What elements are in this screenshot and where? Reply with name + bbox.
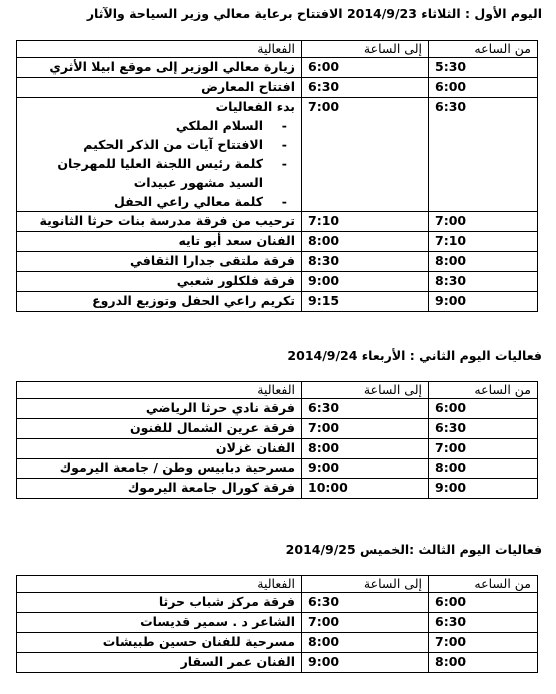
to-cell: 8:00 [302, 232, 429, 252]
activity-cell: فرقة نادي حرثا الرياضي [17, 399, 302, 419]
from-cell: 8:00 [429, 459, 538, 479]
table-row [17, 272, 538, 292]
table-row [17, 439, 538, 459]
from-cell: 8:00 [429, 653, 538, 673]
from-cell: 6:00 [429, 593, 538, 613]
activity-cell: فرقة كورال جامعة اليرموك [17, 479, 302, 499]
to-cell: 8:30 [302, 252, 429, 272]
activity-cell: زيارة معالي الوزير إلى موقع ابيلا الأثري [17, 58, 302, 78]
table-row [17, 212, 538, 232]
to-cell: 7:00 [302, 419, 429, 439]
activity-cell: تكريم راعي الحفل وتوزيع الدروع [17, 292, 302, 312]
activity-cell: مسرحية دبابيس وطن / جامعة اليرموك [17, 459, 302, 479]
activity-header: الفعالية [17, 382, 302, 399]
to-cell: 6:30 [302, 399, 429, 419]
activity-heading: بدء الفعاليات [215, 99, 295, 114]
table-row [17, 633, 538, 653]
activity-cell: الفنان سعد أبو تايه [17, 232, 302, 252]
table-row [17, 479, 538, 499]
to-cell: 8:00 [302, 439, 429, 459]
to-cell: 9:00 [302, 272, 429, 292]
to-header: إلى الساعة [302, 576, 429, 593]
table-header-row [17, 576, 538, 593]
to-cell: 6:00 [302, 58, 429, 78]
to-cell: 8:00 [302, 633, 429, 653]
to-cell: 6:30 [302, 593, 429, 613]
to-cell: 9:00 [302, 459, 429, 479]
day3-schedule-table [16, 575, 538, 673]
from-header: من الساعه [429, 576, 538, 593]
to-cell: 9:15 [302, 292, 429, 312]
to-cell: 7:10 [302, 212, 429, 232]
from-cell: 7:00 [429, 212, 538, 232]
from-cell: 5:30 [429, 58, 538, 78]
table-row [17, 232, 538, 252]
table-header-row [17, 382, 538, 399]
activity-cell: فرقة عرين الشمال للفنون [17, 419, 302, 439]
activity-header: الفعالية [17, 576, 302, 593]
to-header: إلى الساعة [302, 41, 429, 58]
table-row [17, 399, 538, 419]
to-header: إلى الساعة [302, 382, 429, 399]
from-cell: 8:00 [429, 252, 538, 272]
from-cell: 7:10 [429, 232, 538, 252]
activity-cell: فرقة مركز شباب حرثا [17, 593, 302, 613]
table-row [17, 58, 538, 78]
to-cell: 10:00 [302, 479, 429, 499]
activity-header: الفعالية [17, 41, 302, 58]
activity-cell: فرقة ملتقى جدارا الثقافي [17, 252, 302, 272]
from-header: من الساعه [429, 41, 538, 58]
activity-cell [17, 98, 302, 212]
table-row [17, 459, 538, 479]
from-header: من الساعه [429, 382, 538, 399]
to-cell: 9:00 [302, 653, 429, 673]
activity-cell: الشاعر د . سمير قديسات [17, 613, 302, 633]
from-cell: 6:30 [429, 419, 538, 439]
activity-cell: ترحيب من فرقة مدرسة بنات حرثا الثانوية [17, 212, 302, 232]
from-cell: 8:30 [429, 272, 538, 292]
activity-cell: فرقة فلكلور شعبي [17, 272, 302, 292]
from-cell: 6:30 [429, 98, 538, 212]
day1-title: اليوم الأول : الثلاثاء 2014/9/23 الافتتاح برعاية معالي وزير السياحة والآثار [86, 6, 542, 21]
table-row [17, 653, 538, 673]
day1-schedule-table [16, 40, 538, 312]
list-item: - كلمة رئيس اللجنة العليا للمهرجان السيد مشهور عبيدات [23, 154, 263, 192]
from-cell: 6:00 [429, 399, 538, 419]
table-row [17, 252, 538, 272]
table-row [17, 98, 538, 212]
to-cell: 6:30 [302, 78, 429, 98]
activity-cell: افتتاح المعارض [17, 78, 302, 98]
table-row [17, 593, 538, 613]
from-cell: 9:00 [429, 479, 538, 499]
day3-title: فعاليات اليوم الثالث :الخميس 2014/9/25 [285, 542, 542, 557]
table-row [17, 292, 538, 312]
from-cell: 7:00 [429, 633, 538, 653]
to-cell: 7:00 [302, 613, 429, 633]
opening-program-list [23, 116, 295, 211]
to-cell: 7:00 [302, 98, 429, 212]
list-item: - الافتتاح آيات من الذكر الحكيم [23, 135, 263, 154]
table-header-row [17, 41, 538, 58]
list-item: - السلام الملكي [23, 116, 263, 135]
day2-schedule-table [16, 381, 538, 499]
from-cell: 6:30 [429, 613, 538, 633]
table-row [17, 419, 538, 439]
day2-title: فعاليات اليوم الثاني : الأربعاء 2014/9/24 [287, 348, 542, 363]
activity-cell: الفنان عمر السقار [17, 653, 302, 673]
from-cell: 6:00 [429, 78, 538, 98]
table-row [17, 78, 538, 98]
activity-cell: الفنان غزلان [17, 439, 302, 459]
activity-cell: مسرحية للفنان حسين طبيشات [17, 633, 302, 653]
list-item: - كلمة معالي راعي الحفل [23, 192, 263, 211]
from-cell: 7:00 [429, 439, 538, 459]
table-row [17, 613, 538, 633]
from-cell: 9:00 [429, 292, 538, 312]
